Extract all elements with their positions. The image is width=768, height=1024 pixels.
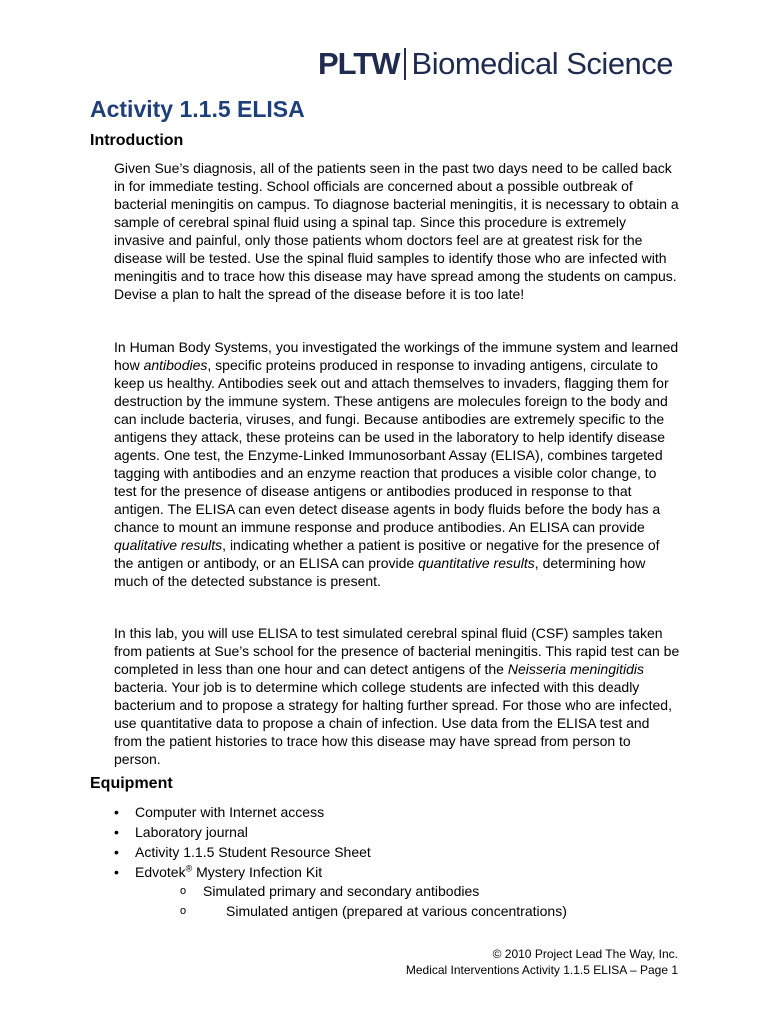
kit-contents-list bbox=[180, 881, 567, 921]
list-item-label: Laboratory journal bbox=[135, 824, 248, 840]
sub-list-item-label: Simulated primary and secondary antibodies bbox=[203, 883, 480, 899]
sub-bullet-icon: o bbox=[180, 905, 187, 917]
introduction-paragraph-1: Given Sue’s diagnosis, all of the patients seen in the past two days need to be called back in for immediate testing. School officials are concerned about a possible outbreak of bacterial meningitis on campus. To diagnose bacterial meningitis, it is necessary to obtain a sample of cerebral spinal fluid using a spinal tap. Since this procedure is extremely invasive and painful, only those patients whom doctors feel are at greatest risk for the disease will be tested. Use the spinal fluid samples to identify those who are infected with meningitis and to trace how this disease may have spread among the students on campus. Devise a plan to halt the spread of the disease before it is too late! bbox=[114, 160, 679, 302]
footer-page-info: Medical Interventions Activity 1.1.5 ELISA – Page 1 bbox=[405, 963, 678, 977]
equipment-heading: Equipment bbox=[90, 775, 173, 792]
footer-copyright: © 2010 Project Lead The Way, Inc. bbox=[492, 947, 678, 961]
p3-text-1: In this lab, you will use ELISA to test simulated cerebral spinal fluid (CSF) samples taken from patients at Sue’s school for the presence of bacterial meningitis. This rapid test can be completed in less than one hour and can detect antigens of the bbox=[114, 625, 680, 677]
p2-text-3: , indicating whether a patient is positive or negative for the presence of the antigen or antibody, or an ELISA can provide bbox=[114, 537, 660, 571]
equipment-list bbox=[114, 802, 371, 882]
sub-list-item bbox=[180, 881, 567, 901]
logo-divider bbox=[404, 48, 406, 80]
logo-text: Biomedical Science bbox=[411, 46, 674, 81]
p3-text-2: bacteria. Your job is to determine which college students are infected with this deadly bacterium and to propose a strategy for halting further spread. For those who are infected, use quantitative data to propose a chain of infection. Use data from the ELISA test and from the patient histories to trace how this disease may have spread from person to person. bbox=[114, 679, 672, 767]
list-item-label: Computer with Internet access bbox=[135, 804, 325, 820]
sub-bullet-icon: o bbox=[180, 885, 187, 897]
list-item bbox=[114, 842, 371, 862]
p2-text-2: , specific proteins produced in response to invading antigens, circulate to keep us healthy. Antibodies seek out and attach themselves to invaders, flagging them for destruction by the immune system. These antigens are molecules foreign to the body and can include bacteria, viruses, and fungi. Because antibodies are extremely specific to the antigens they attack, these proteins can be used in the laboratory to help identify disease agents. One test, the Enzyme-Linked Immunosorbant Assay (ELISA), combines targeted tagging with antibodies and an enzyme reaction that produces a visible color change, to test for the presence of disease antigens or antibodies produced in response to that antigen. The ELISA can even detect disease agents in body fluids before the body has a chance to mount an immune response and produce antibodies. An ELISA can provide bbox=[114, 357, 669, 535]
p2-text-4: , determining how much of the detected substance is present. bbox=[114, 555, 646, 589]
bullet-icon: • bbox=[114, 824, 119, 840]
p2-qualitative-term: qualitative results bbox=[114, 537, 223, 553]
list-item bbox=[114, 802, 371, 822]
logo-mark: PLTW bbox=[318, 46, 400, 81]
kit-label: Mystery Infection Kit bbox=[192, 864, 323, 880]
p2-text-1: In Human Body Systems, you investigated the workings of the immune system and learned how bbox=[114, 339, 679, 373]
p2-antibodies-term: antibodies bbox=[143, 357, 208, 373]
introduction-heading: Introduction bbox=[90, 132, 184, 149]
page-footer bbox=[406, 946, 678, 978]
list-item-kit bbox=[114, 862, 371, 882]
bullet-icon: • bbox=[114, 804, 119, 820]
introduction-paragraph-2 bbox=[114, 338, 680, 590]
p3-species-term: Neisseria meningitidis bbox=[507, 661, 644, 677]
bullet-icon: • bbox=[114, 844, 119, 860]
registered-mark: ® bbox=[185, 863, 193, 874]
pltw-logo bbox=[318, 44, 673, 84]
sub-list-item bbox=[180, 901, 567, 921]
kit-brand: Edvotek bbox=[135, 864, 186, 880]
bullet-icon: • bbox=[114, 864, 119, 880]
introduction-paragraph-3 bbox=[114, 624, 680, 768]
sub-list-item-label: Simulated antigen (prepared at various concentrations) bbox=[226, 903, 567, 919]
p2-quantitative-term: quantitative results bbox=[418, 555, 535, 571]
page-title: Activity 1.1.5 ELISA bbox=[90, 96, 305, 122]
list-item-label: Activity 1.1.5 Student Resource Sheet bbox=[135, 844, 371, 860]
list-item bbox=[114, 822, 371, 842]
